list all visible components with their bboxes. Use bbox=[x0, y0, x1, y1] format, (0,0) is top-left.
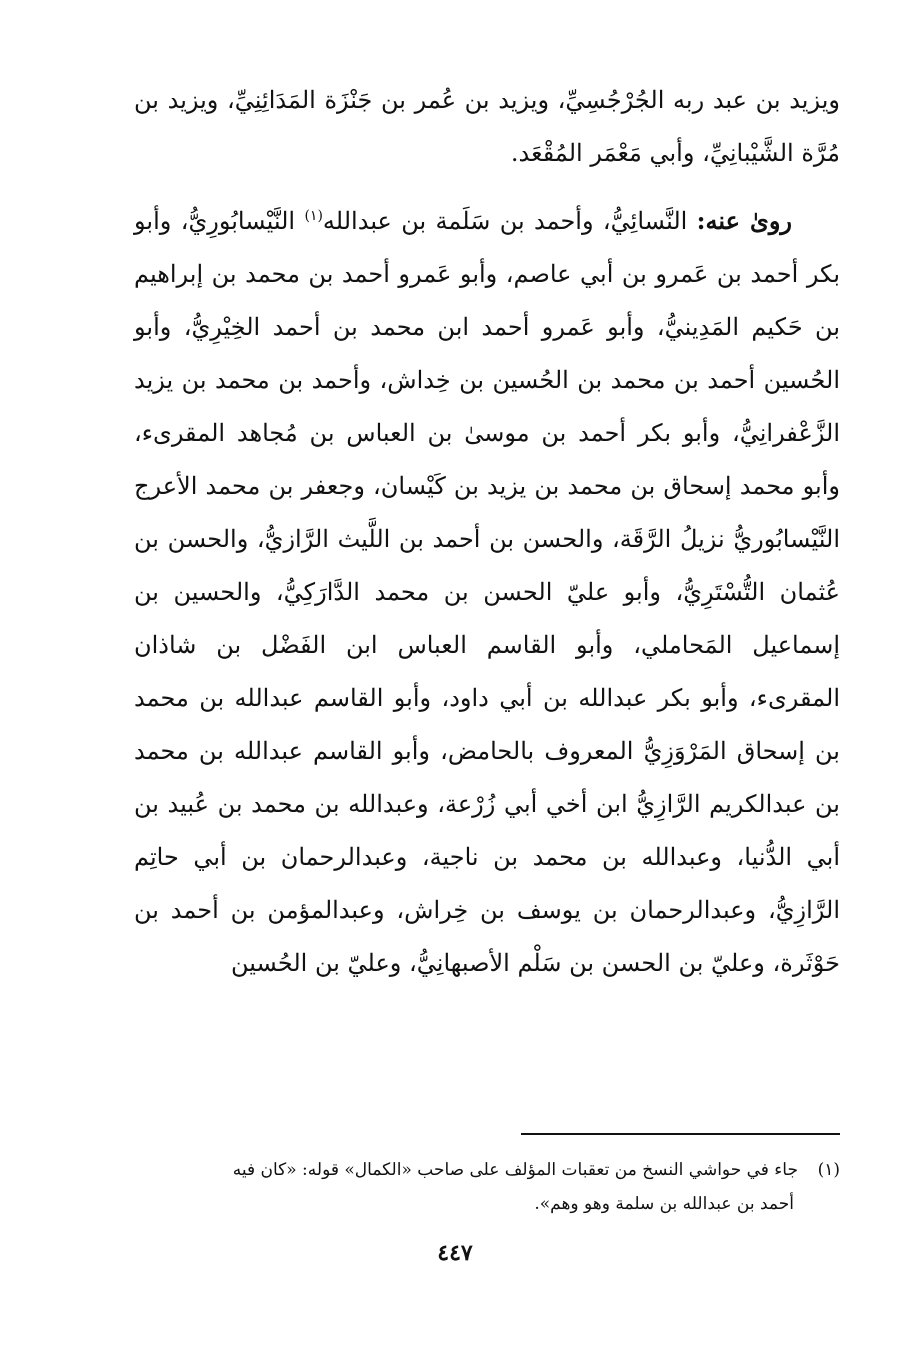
paragraph-2 bbox=[134, 194, 840, 990]
footnote bbox=[134, 1153, 840, 1221]
paragraph-2-before-ref: النَّسائِيُّ، وأحمد بن سَلَمة بن عبدالله bbox=[322, 207, 688, 235]
paragraph-2-lead: روىٰ عنه: bbox=[696, 206, 792, 235]
footnote-line-2: أحمد بن عبدالله بن سلمة وهو وهم». bbox=[534, 1194, 794, 1214]
main-text bbox=[134, 74, 840, 990]
page-number: ٤٤٧ bbox=[437, 1240, 473, 1266]
footnote-number: (١) bbox=[817, 1160, 840, 1180]
footnote-line-1: جاء في حواشي النسخ من تعقبات المؤلف على صاحب «الكمال» قوله: «كان فيه bbox=[232, 1160, 798, 1180]
paragraph-2-after-ref: النَّيْسابُورِيُّ، وأبو بكر أحمد بن عَمرو بن أبي عاصم، وأبو عَمرو أحمد بن محمد بن إبراهيم بن حَكيم المَدِينيُّ، وأبو عَمرو أحمد ابن محمد بن أحمد الخِيْرِيُّ، وأبو الحُسين أحمد بن محمد بن الحُسين بن خِداش، وأحمد بن محمد بن يزيد الزَّعْفرانِيُّ، وأبو بكر أحمد بن موسىٰ بن العباس بن مُجاهد المقرىء، وأبو محمد إسحاق بن محمد بن يزيد بن كَيْسان، وجعفر بن محمد الأعرج النَّيْسابُوريُّ نزيلُ الرَّقَة، والحسن بن أحمد بن اللَّيث الرَّازيُّ، والحسن بن عُثمان التُّسْتَرِيُّ، وأبو عليّ الحسن بن محمد الدَّارَكِيُّ، والحسين بن إسماعيل المَحاملي، وأبو القاسم العباس ابن الفَضْل بن شاذان المقرىء، وأبو بكر عبدالله بن أبي داود، وأبو القاسم عبدالله بن محمد بن إسحاق المَرْوَزِيُّ المعروف بالحامض، وأبو القاسم عبدالله بن محمد بن عبدالكريم الرَّازِيُّ ابن أخي أبي زُرْعة، وعبدالله بن محمد بن عُبيد بن أبي الدُّنيا، وعبدالله بن محمد بن ناجية، وعبدالرحمان بن أبي حاتِم الرَّازِيُّ، وعبدالرحمان بن يوسف بن خِراش، وعبدالمؤمن بن أحمد بن حَوْثَرة، وعليّ بن الحسن بن سَلْم الأصبهانِيُّ، وعليّ بن الحُسين bbox=[134, 207, 840, 977]
footnote-reference: (١) bbox=[304, 208, 323, 224]
footnote-divider bbox=[521, 1133, 840, 1135]
paragraph-1: ويزيد بن عبد ربه الجُرْجُسِيِّ، ويزيد بن عُمر بن جَنْزَة المَدَائِنِيِّ، ويزيد بن مُرَّة الشَّيْبانِيِّ، وأبي مَعْمَر المُقْعَد. bbox=[134, 86, 840, 167]
